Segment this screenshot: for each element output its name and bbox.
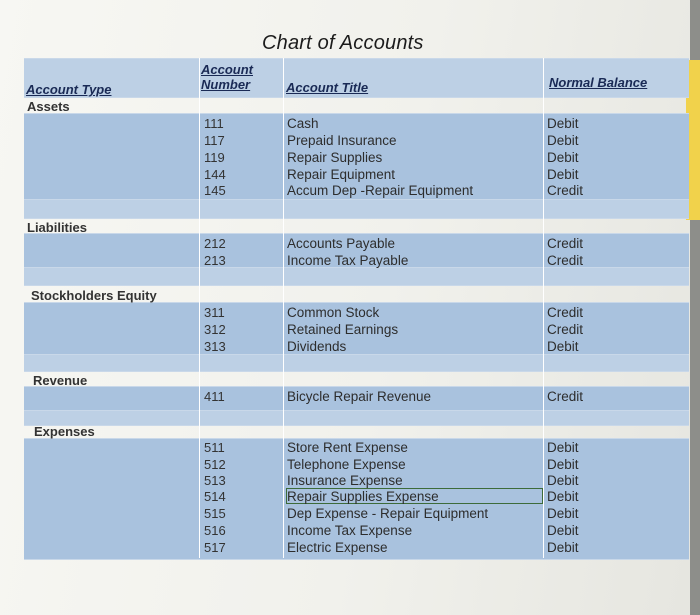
account-title: Income Tax Payable bbox=[287, 253, 409, 268]
account-title: Store Rent Expense bbox=[287, 440, 408, 455]
table-row bbox=[24, 539, 689, 556]
account-title: Income Tax Expense bbox=[287, 523, 413, 538]
normal-balance: Debit bbox=[547, 116, 579, 131]
header-account-type: Account Type bbox=[26, 82, 112, 97]
account-number: 145 bbox=[204, 183, 226, 198]
table-row bbox=[24, 488, 689, 505]
account-title: Common Stock bbox=[287, 305, 380, 320]
header-normal-balance: Normal Balance bbox=[549, 75, 648, 90]
account-number: 313 bbox=[204, 339, 226, 354]
normal-balance: Debit bbox=[547, 167, 579, 182]
section-label-assets: Assets bbox=[27, 99, 70, 114]
account-title: Insurance Expense bbox=[287, 473, 403, 488]
normal-balance: Credit bbox=[547, 183, 584, 198]
header-account-title: Account Title bbox=[286, 80, 369, 95]
section-label-revenue: Revenue bbox=[33, 373, 88, 388]
section-label-expenses: Expenses bbox=[34, 424, 95, 439]
normal-balance: Debit bbox=[547, 133, 579, 148]
account-title: Repair Supplies Expense bbox=[287, 489, 439, 504]
table-row bbox=[24, 166, 689, 183]
account-title: Accum Dep -Repair Equipment bbox=[287, 183, 474, 198]
normal-balance: Debit bbox=[547, 440, 579, 455]
account-number: 514 bbox=[204, 489, 226, 504]
section-label-stockholders-equity: Stockholders Equity bbox=[31, 288, 157, 303]
account-number: 312 bbox=[204, 322, 226, 337]
account-number: 117 bbox=[204, 133, 225, 148]
account-number: 213 bbox=[204, 253, 226, 268]
account-number: 119 bbox=[204, 150, 225, 165]
table-row bbox=[24, 149, 689, 166]
normal-balance: Debit bbox=[547, 523, 579, 538]
account-number: 512 bbox=[204, 457, 226, 472]
account-title: Dep Expense - Repair Equipment bbox=[287, 506, 489, 521]
account-title: Retained Earnings bbox=[287, 322, 399, 337]
account-title: Electric Expense bbox=[287, 540, 388, 555]
account-title: Accounts Payable bbox=[287, 236, 396, 251]
normal-balance: Credit bbox=[547, 322, 584, 337]
table-row bbox=[24, 182, 689, 199]
section-label-liabilities: Liabilities bbox=[27, 220, 87, 235]
normal-balance: Debit bbox=[547, 457, 579, 472]
page-title: Chart of Accounts bbox=[262, 32, 424, 54]
account-title: Repair Equipment bbox=[287, 167, 396, 182]
table-row bbox=[24, 235, 689, 252]
normal-balance: Debit bbox=[547, 540, 579, 555]
normal-balance: Debit bbox=[547, 339, 579, 354]
table-row bbox=[24, 388, 689, 405]
table-row bbox=[24, 338, 689, 355]
account-number: 515 bbox=[204, 506, 226, 521]
table-row bbox=[24, 321, 689, 338]
normal-balance: Debit bbox=[547, 473, 579, 488]
account-title: Repair Supplies bbox=[287, 150, 383, 165]
table-row bbox=[24, 115, 689, 132]
table-row bbox=[24, 456, 689, 473]
normal-balance: Credit bbox=[547, 253, 584, 268]
table-row bbox=[24, 132, 689, 149]
header-account-number: Account Number bbox=[201, 62, 253, 92]
account-number: 511 bbox=[204, 440, 225, 455]
account-number: 411 bbox=[204, 389, 225, 404]
account-title: Telephone Expense bbox=[287, 457, 406, 472]
account-number: 144 bbox=[204, 167, 226, 182]
normal-balance: Credit bbox=[547, 305, 584, 320]
table-row bbox=[24, 252, 689, 269]
account-title: Cash bbox=[287, 116, 319, 131]
account-number: 311 bbox=[204, 305, 225, 320]
normal-balance: Debit bbox=[547, 506, 579, 521]
account-number: 516 bbox=[204, 523, 226, 538]
table-row bbox=[24, 304, 689, 321]
equity-spacer-band bbox=[24, 354, 689, 372]
account-number: 111 bbox=[204, 116, 224, 131]
assets-spacer-band bbox=[24, 199, 689, 219]
accounts-table bbox=[24, 58, 689, 558]
table-row bbox=[24, 522, 689, 539]
account-title: Bicycle Repair Revenue bbox=[287, 389, 432, 404]
account-number: 517 bbox=[204, 540, 226, 555]
revenue-spacer-band bbox=[24, 410, 689, 426]
account-number: 212 bbox=[204, 236, 226, 251]
table-row bbox=[24, 472, 689, 489]
normal-balance: Credit bbox=[547, 236, 584, 251]
normal-balance: Debit bbox=[547, 489, 579, 504]
normal-balance: Debit bbox=[547, 150, 579, 165]
account-title: Prepaid Insurance bbox=[287, 133, 397, 148]
table-row bbox=[24, 439, 689, 456]
normal-balance: Credit bbox=[547, 389, 584, 404]
table-row bbox=[24, 505, 689, 522]
account-title: Dividends bbox=[287, 339, 347, 354]
account-number: 513 bbox=[204, 473, 226, 488]
liabilities-spacer-band bbox=[24, 267, 689, 286]
